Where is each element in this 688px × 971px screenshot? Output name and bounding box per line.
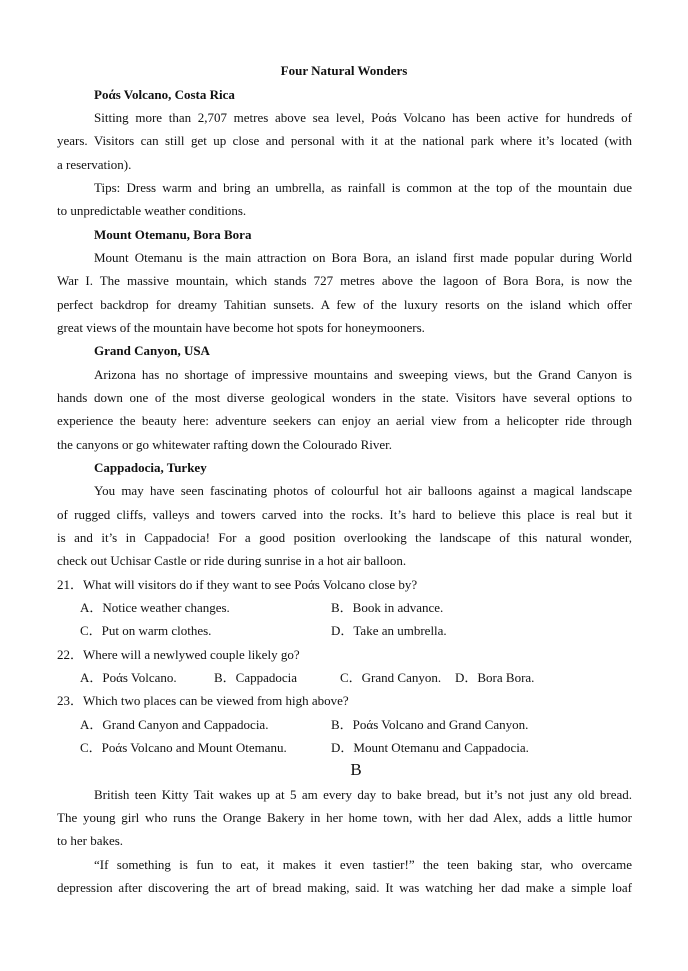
text-line: “If something is fun to eat, it makes it even tastier!” the teen baking star, who overcame bbox=[94, 857, 632, 872]
text-line: to her bakes. bbox=[57, 833, 124, 848]
text-line: to unpredictable weather conditions. bbox=[57, 203, 247, 218]
question-23-option-d[interactable]: D．Mount Otemanu and Cappadocia. bbox=[331, 740, 529, 755]
text-line: a reservation). bbox=[57, 157, 132, 172]
section-heading-otemanu: Mount Otemanu, Bora Bora bbox=[94, 227, 252, 242]
text-line: check out Uchisar Castle or ride during sunrise in a hot air balloon. bbox=[57, 553, 407, 568]
section-heading-poas: Poάs Volcano, Costa Rica bbox=[94, 87, 235, 102]
section-heading-grand-canyon: Grand Canyon, USA bbox=[94, 343, 210, 358]
section-heading-cappadocia: Cappadocia, Turkey bbox=[94, 460, 207, 475]
question-22-option-a[interactable]: A．Poάs Volcano. bbox=[80, 670, 177, 685]
text-line: British teen Kitty Tait wakes up at 5 am every day to bake bread, but it’s not just any old bread. bbox=[94, 787, 632, 802]
text-line: Mount Otemanu is the main attraction on Bora Bora, an island first made popular during World bbox=[94, 250, 632, 265]
text-line: Sitting more than 2,707 metres above sea level, Poάs Volcano has been active for hundreds of bbox=[94, 110, 632, 125]
question-21-option-b[interactable]: B．Book in advance. bbox=[331, 600, 444, 615]
question-23-option-c[interactable]: C．Poάs Volcano and Mount Otemanu. bbox=[80, 740, 287, 755]
article-title: Four Natural Wonders bbox=[280, 63, 408, 78]
text-line: hands down one of the most diverse geological wonders in the state. Visitors have several options to bbox=[57, 390, 632, 405]
question-22: 22．Where will a newlywed couple likely go? bbox=[57, 647, 300, 662]
question-22-option-c[interactable]: C．Grand Canyon. bbox=[340, 670, 442, 685]
question-21: 21．What will visitors do if they want to see Poάs Volcano close by? bbox=[57, 577, 418, 592]
question-23-option-a[interactable]: A．Grand Canyon and Cappadocia. bbox=[80, 717, 269, 732]
text-line: War I. The massive mountain, which stands 727 metres above the lagoon of Bora Bora, is now the bbox=[57, 273, 632, 288]
text-line: the canyons or go whitewater rafting down the Colourado River. bbox=[57, 437, 393, 452]
text-line: The young girl who runs the Orange Bakery in her home town, with her dad Alex, adds a little humor bbox=[57, 810, 632, 825]
text-line: Tips: Dress warm and bring an umbrella, as rainfall is common at the top of the mountain due bbox=[94, 180, 632, 195]
question-22-option-b[interactable]: B．Cappadocia bbox=[214, 670, 298, 685]
question-21-option-d[interactable]: D．Take an umbrella. bbox=[331, 623, 447, 638]
question-23-option-b[interactable]: B．Poάs Volcano and Grand Canyon. bbox=[331, 717, 529, 732]
text-line: experience the beauty here: adventure seekers can enjoy an aerial view from a helicopter ride through bbox=[57, 413, 632, 428]
question-23: 23．Which two places can be viewed from high above? bbox=[57, 693, 349, 708]
text-line: is and it’s in Cappadocia! For a good position overlooking the landscape of this natural wonder, bbox=[57, 530, 632, 545]
question-21-option-c[interactable]: C．Put on warm clothes. bbox=[80, 623, 212, 638]
text-line: great views of the mountain have become hot spots for honeymooners. bbox=[57, 320, 425, 335]
text-line: depression after discovering the art of bread making, said. It was watching her dad make a simple loaf bbox=[57, 880, 632, 895]
section-b-label: B bbox=[350, 760, 362, 779]
text-line: of rugged cliffs, valleys and towers carved into the rocks. It’s hard to believe this place is real but it bbox=[57, 507, 632, 522]
text-line: perfect backdrop for dreamy Tahitian sunsets. A few of the luxury resorts on the island which offer bbox=[57, 297, 632, 312]
text-line: years. Visitors can still get up close and personal with it at the national park where it’s located (with bbox=[57, 133, 632, 148]
text-line: Arizona has no shortage of impressive mountains and sweeping views, but the Grand Canyon is bbox=[94, 367, 632, 382]
text-line: You may have seen fascinating photos of colourful hot air balloons against a magical landscape bbox=[94, 483, 632, 498]
question-21-option-a[interactable]: A．Notice weather changes. bbox=[80, 600, 230, 615]
question-22-option-d[interactable]: D．Bora Bora. bbox=[455, 670, 535, 685]
